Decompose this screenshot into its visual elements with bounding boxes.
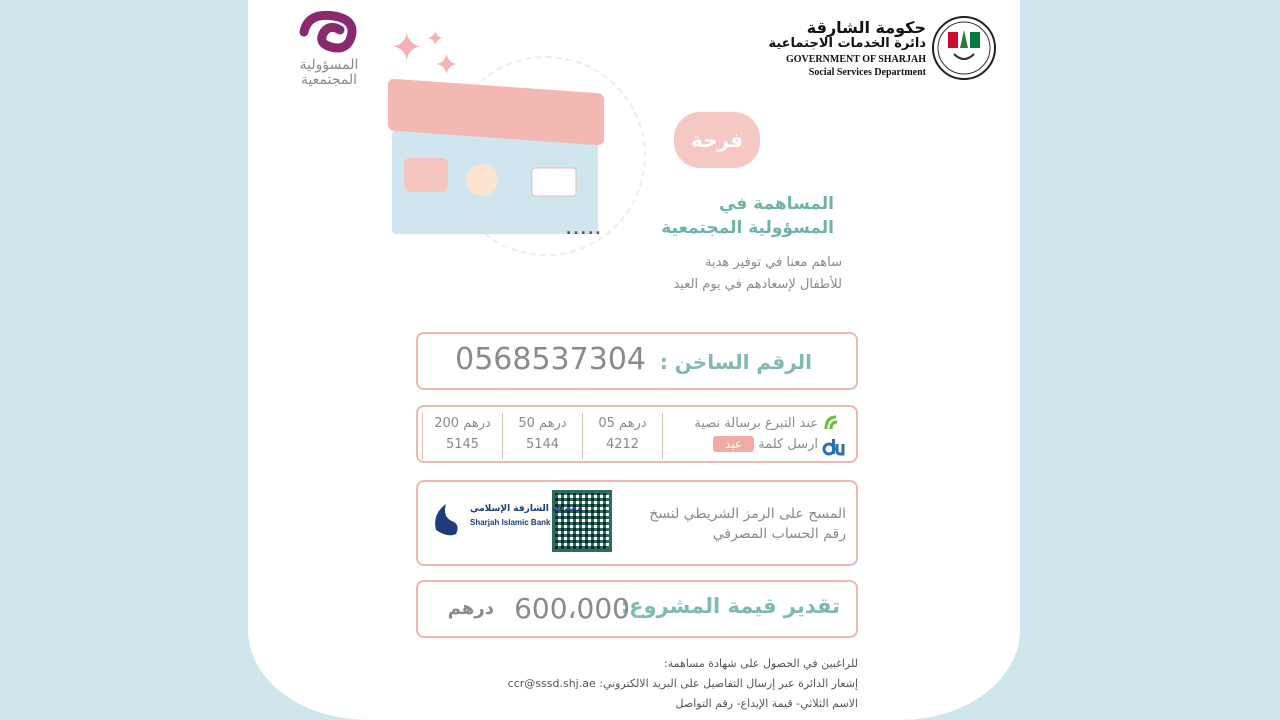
hotline-panel <box>416 332 858 390</box>
du-icon <box>822 437 846 459</box>
bank-transfer-panel <box>416 480 858 566</box>
sms-instruction-line2 <box>668 434 818 455</box>
gov-ar-department: دائرة الخدمات الاجتماعية <box>768 36 926 51</box>
csr-logo-icon <box>294 10 364 54</box>
bank-name-en: Sharjah Islamic Bank <box>470 518 551 527</box>
bank-instruction-line2: رقم الحساب المصرفي <box>712 526 846 542</box>
sparkle-icon: ✦ <box>434 48 460 83</box>
csr-logo-line2: المجتمعية <box>300 72 358 88</box>
hero-subtitle <box>674 252 842 296</box>
project-cost-panel <box>416 580 858 638</box>
sms-option-code: 5144 <box>525 437 560 452</box>
government-header <box>768 16 996 82</box>
sms-donation-panel <box>416 405 858 463</box>
footer-line2-text: إشعار الدائرة عبر إرسال التفاصيل على البريد الالكتروني: <box>599 677 858 690</box>
sms-option <box>582 413 662 459</box>
sms-option-amount: 200 درهم <box>434 416 491 431</box>
sharjah-emblem-icon <box>932 16 996 80</box>
sms-option <box>422 413 502 459</box>
etisalat-icon <box>822 413 846 433</box>
contact-email-link[interactable]: ccr@sssd.shj.ae <box>507 677 596 690</box>
footer-line3: الاسم الثلاثي- قيمة الإيداع- رقم التواصل <box>675 697 858 710</box>
sms-option-code: 4212 <box>605 437 640 452</box>
bank-name-ar: مصرف الشارقة الإسلامي <box>470 504 583 514</box>
sms-option <box>502 413 582 459</box>
certificate-instructions <box>508 654 858 714</box>
footer-line1: للراغبين في الحصول على شهادة مساهمة: <box>663 657 858 670</box>
telecom-logos <box>822 413 846 457</box>
project-cost-currency: درهم <box>447 598 494 619</box>
sms-keyword: عيد <box>713 436 754 452</box>
gov-ar-title: حكومة الشارقة <box>806 18 926 37</box>
poster-card <box>248 0 1020 720</box>
bank-instructions <box>649 504 846 544</box>
csr-logo <box>284 10 374 90</box>
hotline-number[interactable]: 0568537304 <box>455 342 646 377</box>
sparkle-icon: ✦ <box>390 25 424 71</box>
eid-badge: فرحة عيد <box>674 112 760 168</box>
gift-box-image <box>388 86 604 236</box>
sparkle-icon: ✦ <box>426 27 445 52</box>
gov-en-department: Social Services Department <box>808 67 926 78</box>
sharjah-islamic-bank-icon <box>430 500 583 540</box>
bank-instruction-line1: المسح على الرمز الشريطي لنسخ <box>649 506 846 522</box>
hero-subtitle-line1: ساهم معنا في توفير هدية <box>705 255 842 270</box>
sms-instruction-line1: عند التبرع برسالة نصية <box>694 416 818 431</box>
qr-code-icon[interactable] <box>552 490 612 552</box>
sms-send-word-label: ارسل كلمة <box>758 437 818 452</box>
csr-logo-line1: المسؤولية <box>299 57 359 73</box>
sms-option-code: 5145 <box>445 437 480 452</box>
footer-line2 <box>508 674 858 694</box>
hero-subtitle-line2: للأطفال لإسعادهم في يوم العيد <box>673 277 842 292</box>
sms-instructions <box>668 413 818 455</box>
gov-en-title: GOVERNMENT OF SHARJAH <box>785 54 926 65</box>
decorative-dots: ..... <box>566 222 603 238</box>
hero-title <box>661 192 834 240</box>
sms-option-amount: 50 درهم <box>518 416 567 431</box>
sms-option-amount: 05 درهم <box>598 416 647 431</box>
hero-title-line1: المساهمة في <box>718 194 834 214</box>
hero-title-line2: المسؤولية المجتمعية <box>661 218 834 238</box>
gift-box-body <box>392 130 598 234</box>
project-cost-label: تقدير قيمة المشروع: <box>620 594 840 618</box>
project-cost-value: 600،000 <box>514 592 630 625</box>
hotline-label: الرقم الساخن : <box>659 350 812 374</box>
